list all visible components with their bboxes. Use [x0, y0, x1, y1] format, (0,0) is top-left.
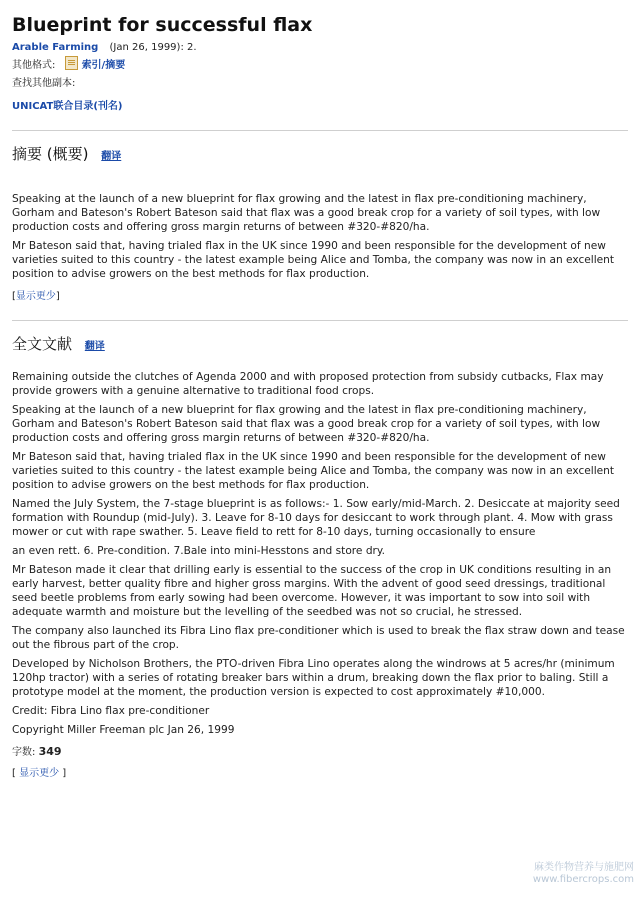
- word-count-label: 字数:: [12, 747, 36, 758]
- watermark-line-1: 麻类作物营养与施肥网: [534, 862, 634, 873]
- fulltext-paragraph: an even rett. 6. Pre-condition. 7.Bale into mini-Hesstons and store dry.: [12, 545, 386, 557]
- word-count-value: 349: [38, 745, 62, 758]
- abstract-show-less-link[interactable]: 显示更少: [15, 291, 56, 302]
- fulltext-paragraph: Named the July System, the 7-stage blueprint is as follows:- 1. Sow early/mid-March. 2. Desiccate at majority seed formation with Roundup (mid-July). 3. Leave for 8-10 days for desiccant to work through plant. 4. Mow with grass mower or cut with rape swather. 5. Leave field to rett for 8-10 days, turning occasionally to ensure: [12, 498, 620, 538]
- issue-date: (Jan 26, 1999): 2.: [109, 42, 197, 53]
- unicat-row: [12, 97, 628, 112]
- credit-line: Credit: Fibra Lino flax pre-conditioner: [12, 705, 210, 717]
- abstract-translate-link[interactable]: 翻译: [101, 151, 122, 162]
- abstract-heading: [12, 143, 628, 164]
- divider: [12, 320, 628, 321]
- fulltext-show-less: [ 显示更少 ]: [12, 768, 67, 779]
- abstract-format-link[interactable]: 索引/摘要: [81, 60, 126, 71]
- fulltext-paragraph: Remaining outside the clutches of Agenda 2000 and with proposed protection from subsidy cutbacks, Flax may provide growers with a genuine alternative to traditional food crops.: [12, 371, 604, 397]
- fulltext-body: [12, 370, 628, 737]
- abstract-show-less: [显示更少]: [12, 291, 60, 302]
- abstract-paragraph: Speaking at the launch of a new blueprint for flax growing and the latest in flax pre-conditioning machinery, Gorham and Bateson's Robert Bateson said that flax was a good break crop for a variety of soil types, with low production costs and offering gross margin returns of between #320-#820/ha.: [12, 193, 601, 233]
- abstract-body: [12, 192, 628, 281]
- page-title: Blueprint for successful flax: [12, 14, 313, 36]
- fulltext-paragraph: Mr Bateson made it clear that drilling early is essential to the success of the crop in UK conditions resulting in an early harvest, better quality fibre and higher gross margins. With the advent of good seed dressings, traditional seed beetle problems from early sowing had been overcome. However, it was important to sow into soil with adequate warmth and moisture but the levelling of the seedbed was not so crucial, he stressed.: [12, 564, 612, 618]
- fulltext-paragraph: Mr Bateson said that, having trialed flax in the UK since 1990 and been responsible for the development of new varieties suited to this country - the latest example being Alice and Tomba, the company was now in an excellent position to advise growers on the best methods for flax production.: [12, 451, 615, 491]
- document-icon: [65, 56, 78, 70]
- find-copy-label: 查找其他副本:: [12, 78, 76, 89]
- abstract-heading-text: 摘要 (概要): [12, 145, 89, 163]
- unicat-link[interactable]: UNICAT联合目录(刊名): [12, 101, 123, 112]
- fulltext-paragraph: The company also launched its Fibra Lino flax pre-conditioner which is used to break the flax straw down and tease out the fibrous part of the crop.: [12, 625, 625, 651]
- other-formats: [12, 56, 628, 71]
- site-watermark: [533, 862, 634, 886]
- fulltext-paragraph: Developed by Nicholson Brothers, the PTO-driven Fibra Lino operates along the windrows at 5 acres/hr (minimum 120hp tractor) with a series of rotating breaker bars within a drum, breaking down the flax prior to baling. Still a prototype model at the moment, the production version is expected to cost approximately #10,000.: [12, 658, 615, 698]
- find-copy: [12, 74, 628, 89]
- fulltext-translate-link[interactable]: 翻译: [84, 341, 105, 352]
- abstract-paragraph: Mr Bateson said that, having trialed flax in the UK since 1990 and been responsible for the development of new varieties suited to this country - the latest example being Alice and Tomba, the company was now in an excellent position to advise growers on the best methods for flax production.: [12, 240, 615, 280]
- fulltext-show-less-link[interactable]: 显示更少: [19, 768, 60, 779]
- fulltext-paragraph: Speaking at the launch of a new blueprint for flax growing and the latest in flax pre-conditioning machinery, Gorham and Bateson's Robert Bateson said that flax was a good break crop for a variety of soil types, with low production costs and offering gross margin returns of between #320-#820/ha.: [12, 404, 601, 444]
- journal-link[interactable]: Arable Farming: [12, 42, 99, 53]
- watermark-line-2: www.fibercrops.com: [532, 874, 634, 885]
- divider: [12, 130, 628, 131]
- fulltext-heading: [12, 333, 628, 354]
- source-line: [12, 42, 628, 53]
- word-count: [12, 743, 628, 758]
- fulltext-heading-text: 全文文献: [12, 335, 73, 353]
- other-formats-label: 其他格式:: [12, 60, 56, 71]
- copyright-line: Copyright Miller Freeman plc Jan 26, 1999: [12, 724, 235, 736]
